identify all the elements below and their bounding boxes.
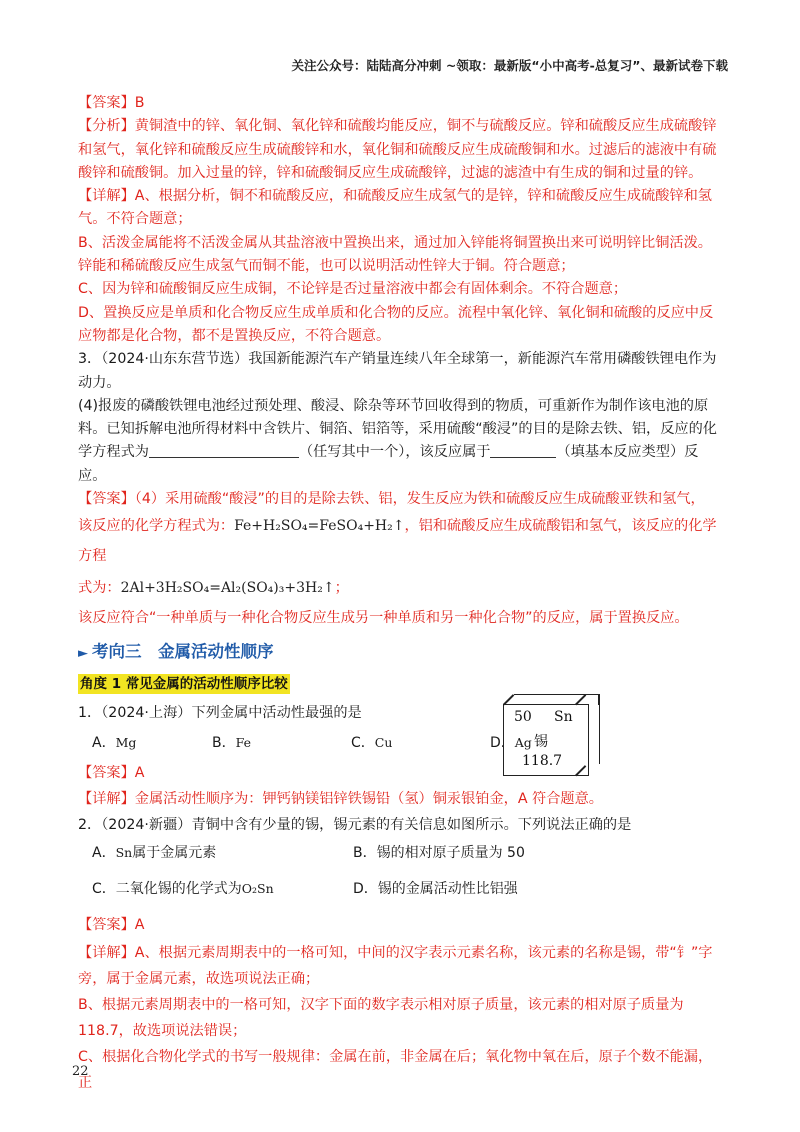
q2-options-row2 [78, 874, 724, 910]
analysis-paragraph [78, 115, 724, 185]
q3-answer-line4: 该反应符合“一种单质与一种化合物反应生成另一种单质和另一种化合物”的反应，属于置换反应。 [78, 610, 689, 627]
detail-paragraph-b: B、活泼金属能将不活泼金属从其盐溶液中置换出来，通过加入锌能将铜置换出来可说明锌比铜活泼。锌能和稀硫酸反应生成氢气而铜不能，也可以说明活动性锌大于铜。符合题意； [78, 234, 712, 275]
q1-option-a-label: A． [92, 735, 116, 752]
answer-value: B [134, 95, 145, 111]
element-name: 锡 [534, 734, 548, 750]
q2-options-row1 [78, 838, 724, 874]
q2-option-a-label: A． [92, 845, 116, 862]
q1-option-a[interactable] [92, 726, 136, 760]
q1-option-c-value: Cu [374, 735, 393, 751]
q3-answer-text3a: 式为： [78, 580, 121, 597]
section-title [78, 639, 724, 667]
q3-answer-tag: 【答案】 [78, 491, 135, 508]
q1-detail-tag: 【详解】 [78, 791, 135, 808]
q1-option-b-value: Fe [235, 735, 251, 751]
answer-line [78, 92, 724, 115]
q3-part4 [78, 395, 724, 488]
q1-option-b-label: B． [212, 735, 236, 752]
q3-equation-1: Fe+H₂SO₄=FeSO₄+H₂↑ [234, 518, 405, 535]
tile-depth-side [589, 694, 600, 764]
q1-detail [78, 786, 724, 812]
q2-option-c[interactable] [92, 878, 274, 898]
q1-options [78, 726, 724, 760]
analysis-tag: 【分析】 [78, 118, 135, 135]
triangle-bullet-icon: ► [78, 646, 88, 662]
answer-tag: 【答案】 [78, 95, 135, 111]
q1-option-d-label: D． [490, 735, 515, 752]
q3-blank-type[interactable] [490, 442, 556, 458]
q2-option-c-formula: O₂Sn [241, 881, 274, 897]
q1-answer-tag: 【答案】 [78, 765, 135, 782]
q2-option-c-label: C．二氧化锡的化学式为 [92, 881, 242, 898]
q2-detail-c: C、根据化合物化学式的书写一般规律：金属在前，非金属在后；氧化物中氧在后，原子个数不能漏，正 [78, 1049, 713, 1092]
q1-option-a-value: Mg [115, 735, 137, 751]
q3-answer-line3 [78, 571, 724, 605]
q3-answer-text2b: ，铝和硫酸反应生成硫酸铝和氢气，该反应的化学方程 [78, 518, 717, 565]
element-atomic-number: 50 [514, 709, 532, 725]
angle-heading [78, 671, 724, 696]
q3-answer-text1: （4）采用硫酸“酸浸”的目的是除去铁、铝，发生反应为铁和硫酸反应生成硫酸亚铁和氢气， [134, 491, 705, 508]
q3-stem: 3．（2024·山东东营节选）我国新能源汽车产销量连续八年全球第一，新能源汽车常用磷酸铁锂电作为动力。 [78, 351, 717, 391]
page-content [78, 92, 724, 1096]
q3-answer-text3b: ； [334, 580, 349, 597]
page-header: 关注公众号：陆陆高分冲刺 ~领取：最新版“小中高考-总复习”、最新试卷下载 [291, 58, 728, 73]
detail-paragraph-d: D、置换反应是单质和化合物反应生成单质和化合物的反应。流程中氧化锌、氧化铜和硫酸的反应中反应物都是化合物，都不是置换反应，不符合题意。 [78, 304, 714, 344]
q2-answer-tag: 【答案】 [78, 917, 135, 934]
angle-highlight: 角度 1 常见金属的活动性顺序比较 [80, 676, 288, 693]
q2-answer-value: A [134, 917, 145, 934]
q1-detail-text: 金属活动性顺序为：钾钙钠镁铝锌铁锡铅（氢）铜汞银铂金，A 符合题意。 [134, 791, 603, 808]
q3-part4-text-c: （填基本反应类型）反应。 [78, 444, 699, 484]
element-symbol: Sn [554, 709, 573, 725]
q2-option-a-symbol: Sn [115, 845, 133, 861]
q1-answer-line [78, 760, 724, 786]
q2-option-a-text: 属于金属元素 [132, 845, 217, 862]
detail-tag: 【详解】 [78, 188, 135, 205]
q2-detail-b: B、根据元素周期表中的一格可知，汉字下面的数字表示相对原子质量，该元素的相对原子质量为 118.7，故选项说法错误； [78, 997, 684, 1040]
q1-stem: 1．（2024·上海）下列金属中活动性最强的是 [78, 705, 362, 722]
analysis-text: 黄铜渣中的锌、氧化铜、氧化锌和硫酸均能反应，铜不与硫酸反应。锌和硫酸反应生成硫酸锌和氢气，氧化锌和硫酸反应生成硫酸锌和水，氧化铜和硫酸反应生成硫酸铜和水。过滤后的滤液中有硫酸锌和硫酸铜。加入过量的锌，锌和硫酸铜反应生成硫酸锌，过滤的滤渣中有生成的铜和过量的锌。 [78, 118, 717, 181]
q3-part4-text-a: (4)报废的磷酸铁锂电池经过预处理、酸浸、除杂等环节回收得到的物质，可重新作为制作该电池的原料。已知拆解电池所得材料中含铁片、铜箔、铝箔等，采用硫酸“酸浸”的目的是除去铁、铝，反应的化学方程式为 [78, 397, 717, 461]
page-number: 22 [72, 1064, 89, 1079]
q3-answer-line2 [78, 511, 724, 571]
q1-option-c-label: C． [351, 735, 375, 752]
detail-a-text: A、根据分析，铜不和硫酸反应，和硫酸反应生成氢气的是锌，锌和硫酸反应生成硫酸锌和氢气。不符合题意； [78, 188, 712, 228]
detail-paragraph-c: C、因为锌和硫酸铜反应生成铜，不论锌是否过量溶液中都会有固体剩余。不符合题意； [78, 281, 628, 298]
q2-answer-line [78, 910, 724, 940]
q3-answer-text2a: 该反应的化学方程式为： [78, 518, 235, 535]
detail-paragraph-a [78, 185, 724, 232]
q3-part4-text-b: （任写其中一个），该反应属于 [298, 444, 491, 461]
q2-detail-tag: 【详解】 [78, 945, 135, 962]
tile-edge [575, 765, 586, 776]
q3-blank-equation[interactable] [149, 442, 299, 458]
q1-option-d-value: Ag [514, 735, 532, 751]
element-mass: 118.7 [522, 753, 563, 769]
q2-option-d[interactable]: D．锡的金属活动性比铝强 [353, 881, 518, 898]
q3-answer-line1 [78, 488, 724, 511]
q3-equation-2: 2Al+3H₂SO₄=Al₂(SO₄)₃+3H₂↑ [120, 580, 335, 597]
q2-option-b[interactable]: B．锡的相对原子质量为 50 [353, 845, 525, 862]
q2-detail-a [78, 940, 724, 992]
q1-option-c[interactable] [351, 726, 392, 760]
q1-option-b[interactable] [212, 726, 251, 760]
q1-answer-value: A [134, 765, 145, 782]
tile-depth-top [514, 694, 599, 705]
element-tile-tin [503, 704, 589, 776]
q2-option-a[interactable] [92, 842, 216, 862]
section-title-text: 考向三 金属活动性顺序 [92, 642, 274, 662]
q2-stem: 2．（2024·新疆）青铜中含有少量的锡，锡元素的有关信息如图所示。下列说法正确的是 [78, 817, 632, 834]
q2-detail-a-text: A、根据元素周期表中的一格可知，中间的汉字表示元素名称，该元素的名称是锡，带“钅”字旁，属于金属元素，故选项说法正确； [78, 945, 713, 988]
